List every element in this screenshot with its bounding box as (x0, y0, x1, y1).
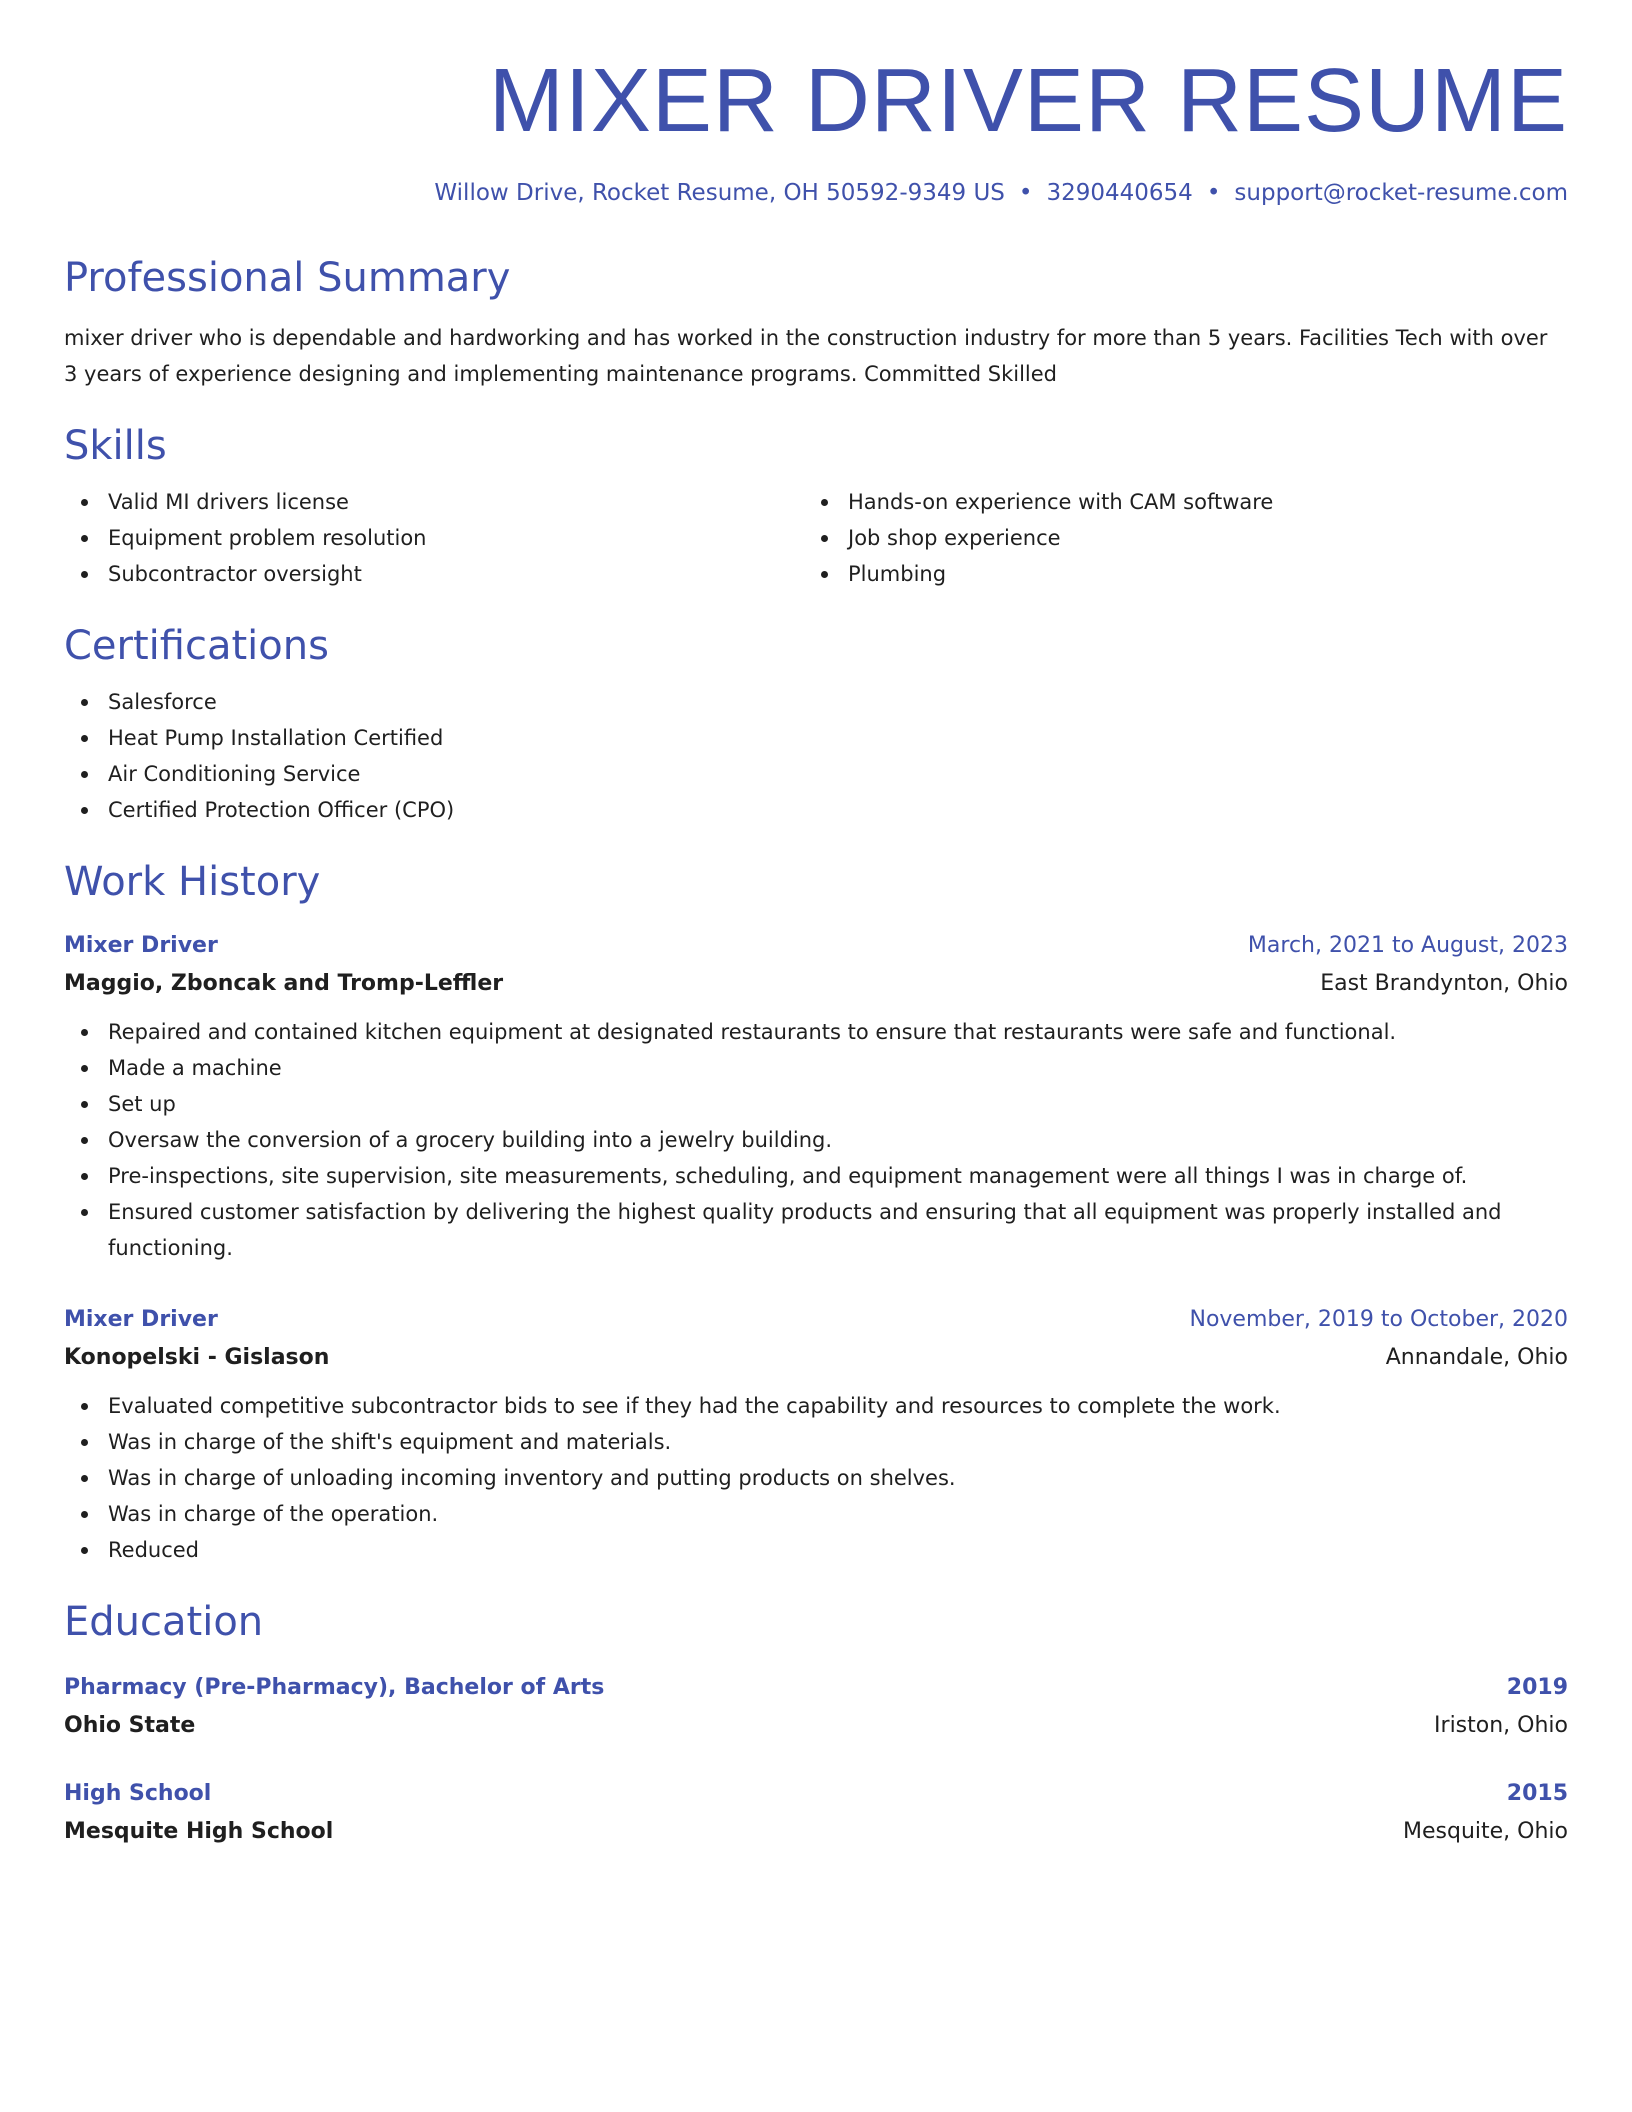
skill-item: Valid MI drivers license (64, 484, 804, 520)
job-duties-list (64, 1014, 1568, 1266)
job-duty: Pre-inspections, site supervision, site measurements, scheduling, and equipment management were all things I was in charge of. (64, 1158, 1568, 1194)
certification-item: Certified Protection Officer (CPO) (64, 792, 1568, 828)
resume-name: MIXER DRIVER RESUME (488, 51, 1568, 151)
job-title: Mixer Driver (64, 933, 218, 958)
skills-column-right (804, 484, 1544, 592)
contact-email[interactable]: support@rocket-resume.com (1234, 180, 1568, 206)
certification-item: Heat Pump Installation Certified (64, 720, 1568, 756)
education-heading: Education (64, 1599, 264, 1645)
summary-heading: Professional Summary (64, 255, 511, 301)
education-school: Mesquite High School (64, 1819, 334, 1844)
job-location: East Brandynton, Ohio (1320, 971, 1568, 996)
skill-item: Hands-on experience with CAM software (804, 484, 1544, 520)
education-entry (64, 1776, 1568, 1852)
job-duty: Evaluated competitive subcontractor bids to see if they had the capability and resources to complete the work. (64, 1388, 1568, 1424)
skills-column-left (64, 484, 804, 592)
contact-phone: 3290440654 (1046, 180, 1193, 206)
job-duty: Ensured customer satisfaction by delivering the highest quality products and ensuring that all equipment was properly installed and functioning. (64, 1194, 1568, 1266)
skill-item: Subcontractor oversight (64, 556, 804, 592)
skills-section (64, 422, 1568, 592)
job-duty: Repaired and contained kitchen equipment at designated restaurants to ensure that restaurants were safe and functional. (64, 1014, 1568, 1050)
certification-item: Salesforce (64, 684, 1568, 720)
job-title: Mixer Driver (64, 1307, 218, 1332)
skill-item: Equipment problem resolution (64, 520, 804, 556)
certifications-heading: Certifications (64, 623, 329, 669)
job-duty: Made a machine (64, 1050, 1568, 1086)
education-school: Ohio State (64, 1713, 196, 1738)
education-location: Mesquite, Ohio (1403, 1819, 1568, 1844)
job-duty: Was in charge of the shift's equipment and materials. (64, 1424, 1568, 1460)
job-entry (64, 928, 1568, 1266)
skills-grid (64, 484, 1568, 592)
education-year: 2019 (1506, 1675, 1568, 1700)
skill-item: Plumbing (804, 556, 1544, 592)
certifications-list (64, 684, 1568, 828)
work-history-section (64, 858, 1568, 1568)
job-duty: Was in charge of the operation. (64, 1496, 1568, 1532)
resume-header (64, 51, 1568, 206)
job-duties-list (64, 1388, 1568, 1568)
education-degree: Pharmacy (Pre-Pharmacy), Bachelor of Arts (64, 1675, 605, 1700)
work-history-heading: Work History (64, 859, 321, 905)
skills-heading: Skills (64, 423, 167, 469)
job-dates: March, 2021 to August, 2023 (1247, 933, 1568, 958)
contact-address: Willow Drive, Rocket Resume, OH 50592-9349 US (434, 180, 1005, 206)
education-location: Iriston, Ohio (1434, 1713, 1568, 1738)
certifications-section (64, 622, 1568, 828)
job-employer: Konopelski - Gislason (64, 1345, 330, 1370)
education-section (64, 1598, 1568, 1852)
job-duty: Reduced (64, 1532, 1568, 1568)
job-duty: Set up (64, 1086, 1568, 1122)
job-location: Annandale, Ohio (1385, 1345, 1568, 1370)
job-duty: Oversaw the conversion of a grocery building into a jewelry building. (64, 1122, 1568, 1158)
certification-item: Air Conditioning Service (64, 756, 1568, 792)
summary-section (64, 254, 1568, 392)
contact-separator: • (1206, 180, 1221, 206)
job-employer: Maggio, Zboncak and Tromp-Leffler (64, 971, 504, 996)
education-year: 2015 (1506, 1781, 1568, 1806)
education-degree: High School (64, 1781, 212, 1806)
contact-line (64, 180, 1568, 206)
job-duty: Was in charge of unloading incoming inventory and putting products on shelves. (64, 1460, 1568, 1496)
contact-separator: • (1018, 180, 1033, 206)
education-entry (64, 1670, 1568, 1746)
skill-item: Job shop experience (804, 520, 1544, 556)
job-dates: November, 2019 to October, 2020 (1189, 1307, 1568, 1332)
job-entry (64, 1302, 1568, 1568)
summary-text: mixer driver who is dependable and hardworking and has worked in the construction industry for more than 5 years. Facilities Tech with over 3 years of experience designing and implementing maintenance programs. Committed Skilled (64, 326, 1548, 386)
